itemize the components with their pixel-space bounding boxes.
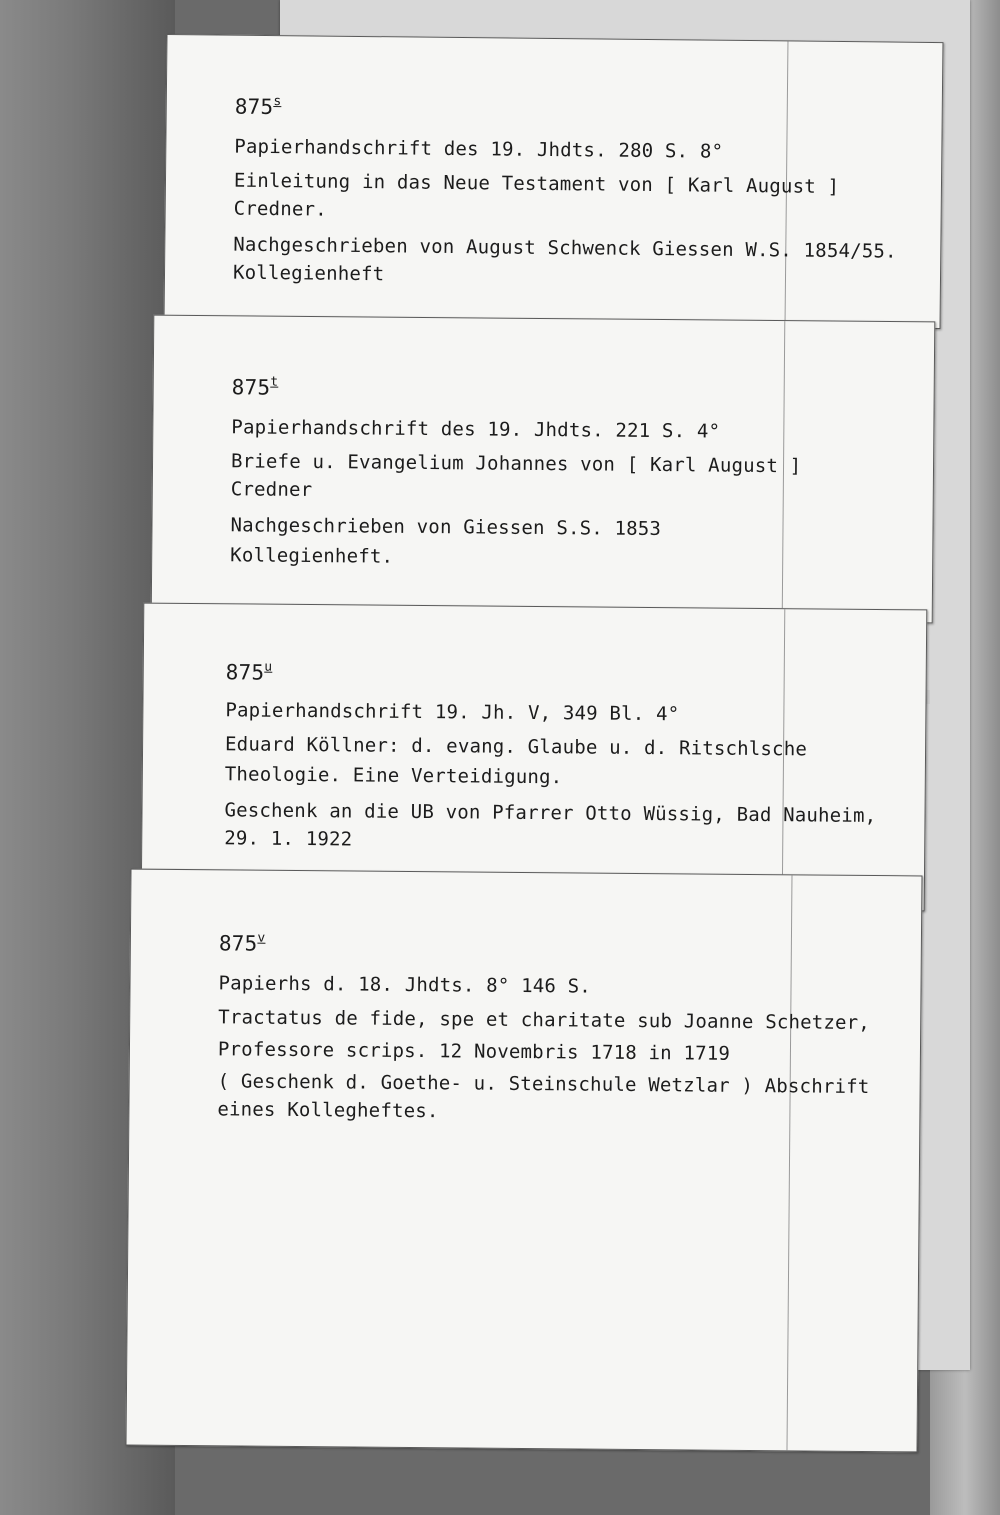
- card-line: eines Kollegheftes.: [217, 1098, 439, 1123]
- card-line: Kollegienheft: [232, 261, 385, 286]
- card-number: 875$^u$: [225, 659, 273, 685]
- card-line: Papierhandschrift 19. Jh. V, 349 Bl. 4°: [225, 699, 680, 726]
- card-number: 875$^v$: [218, 930, 266, 956]
- card-line: Einleitung in das Neue Testament von [ Karl August ]: [233, 169, 840, 198]
- card-line: Papierhandschrift des 19. Jhdts. 280 S. 8°: [234, 135, 724, 163]
- catalog-card: [141, 603, 928, 912]
- catalog-card: [125, 869, 922, 1453]
- card-line: Papierhs d. 18. Jhdts. 8° 146 S.: [218, 972, 592, 998]
- card-line: Tractatus de fide, spe et charitate sub Joanne Schetzer,: [218, 1006, 871, 1035]
- card-line: ( Geschenk d. Goethe- u. Steinschule Wetzlar ) Abschrift: [217, 1070, 870, 1099]
- card-line: Credner.: [233, 197, 327, 221]
- card-line: Nachgeschrieben von Giessen S.S. 1853: [230, 514, 662, 541]
- card-line: Eduard Köllner: d. evang. Glaube u. d. Ritschlsche: [225, 733, 808, 761]
- card-line: Credner: [230, 478, 313, 501]
- card-line: Professore scrips. 12 Novembris 1718 in 1719: [217, 1038, 731, 1065]
- card-line: Briefe u. Evangelium Johannes von [ Karl August ]: [230, 450, 802, 478]
- card-line: Theologie. Eine Verteidigung.: [224, 763, 563, 789]
- card-number: 875$^t$: [231, 374, 279, 400]
- card-line: 29. 1. 1922: [224, 827, 353, 851]
- card-ruling-line: [786, 875, 792, 1450]
- catalog-card: [164, 34, 944, 329]
- card-line: Geschenk an die UB von Pfarrer Otto Wüssig, Bad Nauheim,: [224, 799, 877, 827]
- card-number: 875$^s$: [234, 94, 282, 120]
- card-line: Papierhandschrift des 19. Jhdts. 221 S. 4°: [231, 416, 721, 443]
- card-line: Kollegienheft.: [230, 544, 394, 568]
- card-line: Nachgeschrieben von August Schwenck Giessen W.S. 1854/55.: [233, 233, 897, 263]
- catalog-card: [151, 315, 936, 624]
